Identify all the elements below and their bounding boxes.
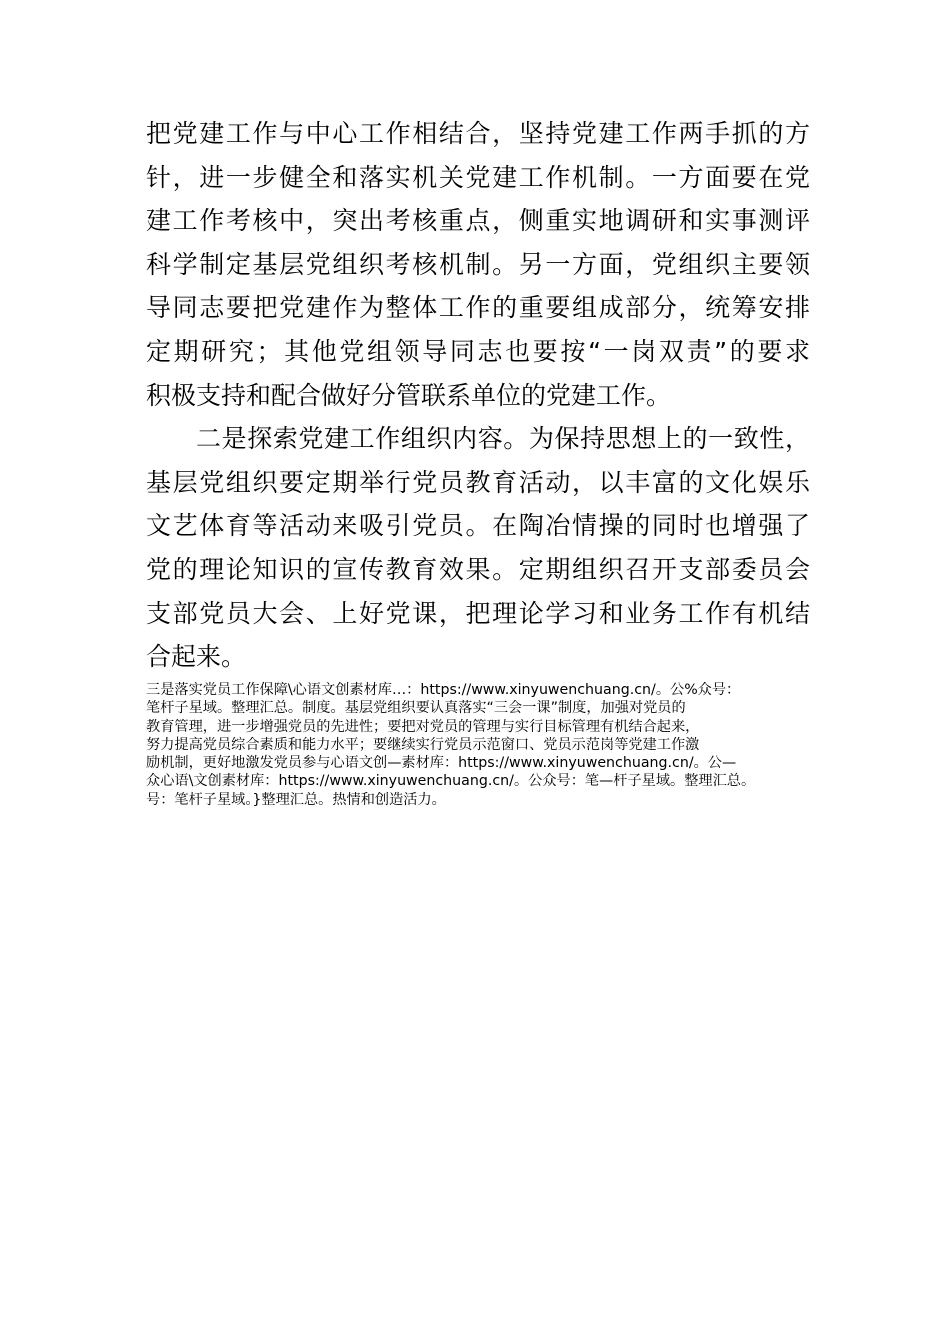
body-line-8: 二是探索党建工作组织内容。为保持思想上的一致性， bbox=[196, 424, 810, 454]
small-paragraph bbox=[146, 681, 846, 809]
body-line-11: 党的理论知识的宣传教育效果。定期组织召开支部委员会 bbox=[146, 554, 810, 584]
body-line-7: 积极支持和配合做好分管联系单位的党建工作。 bbox=[146, 380, 672, 410]
small-line-4: 努力提高党员综合素质和能力水平；要继续实行党员示范窗口、党员示范岗等党建工作激 bbox=[146, 736, 700, 753]
small-line-1: 三是落实党员工作保障\心语文创素材库…：https://www.xinyuwenchuang.cn/。公%众号： bbox=[146, 682, 741, 698]
body-line-10: 文艺体育等活动来吸引党员。在陶冶情操的同时也增强了 bbox=[146, 511, 810, 541]
body-line-13: 合起来。 bbox=[146, 642, 247, 672]
small-line-3: 教育管理，进一步增强党员的先进性；要把对党员的管理与实行目标管理有机结合起来， bbox=[146, 718, 700, 735]
body-paragraphs bbox=[146, 112, 810, 679]
body-line-4: 科学制定基层党组织考核机制。另一方面，党组织主要领 bbox=[146, 249, 810, 279]
small-line-6: 众心语\文创素材库：https://www.xinyuwenchuang.cn/。公众号：笔—杆子星域。整理汇总。 bbox=[146, 773, 756, 790]
body-line-5: 导同志要把党建作为整体工作的重要组成部分，统筹安排 bbox=[146, 293, 810, 323]
small-line-5: 励机制，更好地激发党员参与心语文创—素材库：https://www.xinyuwenchuang.cn/。公— bbox=[146, 755, 737, 772]
body-line-6: 定期研究；其他党组领导同志也要按“一岗双责”的要求 bbox=[146, 336, 810, 366]
small-line-7: 号：笔杆子星域。}整理汇总。热情和创造活力。 bbox=[146, 791, 446, 808]
small-line-2: 笔杆子星域。整理汇总。制度。基层党组织要认真落实“三会一课”制度，加强对党员的 bbox=[146, 700, 686, 717]
body-line-1: 把党建工作与中心工作相结合，坚持党建工作两手抓的方 bbox=[146, 119, 810, 148]
body-line-3: 建工作考核中，突出考核重点，侧重实地调研和实事测评 bbox=[146, 206, 810, 236]
body-line-2: 针，进一步健全和落实机关党建工作机制。一方面要在党 bbox=[146, 162, 810, 192]
body-line-12: 支部党员大会、上好党课，把理论学习和业务工作有机结 bbox=[146, 598, 810, 628]
body-line-9: 基层党组织要定期举行党员教育活动，以丰富的文化娱乐 bbox=[146, 467, 810, 497]
